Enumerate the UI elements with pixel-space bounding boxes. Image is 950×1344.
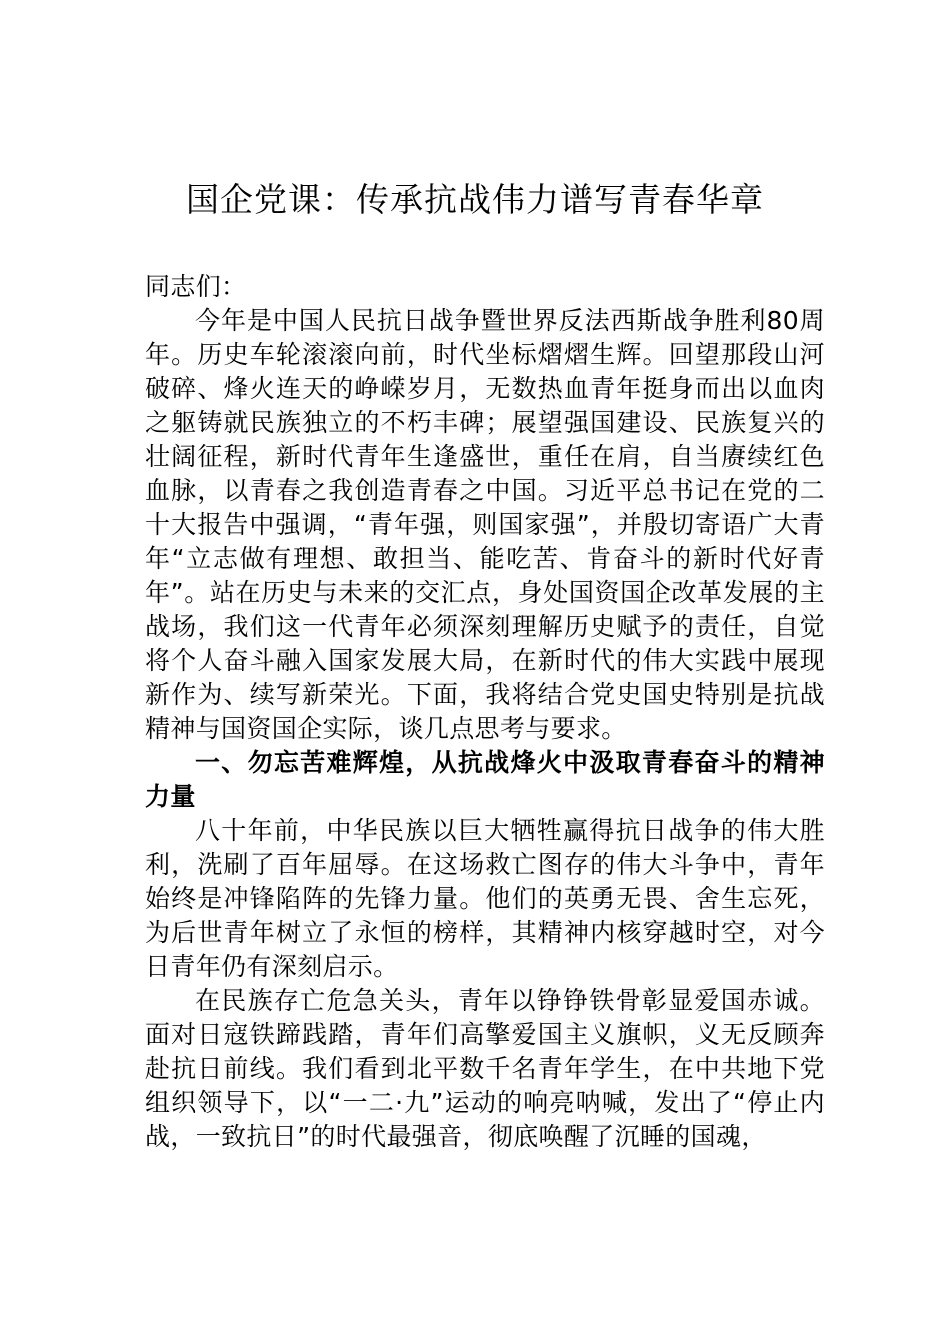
paragraph-section-1-a: 八十年前，中华民族以巨大牺牲赢得抗日战争的伟大胜利，洗刷了百年屈辱。在这场救亡图存的伟大斗争中，青年始终是冲锋陷阵的先锋力量。他们的英勇无畏、舍生忘死，为后世青年树立了永恒的榜样，其精神内核穿越时空，对今日青年仍有深刻启示。 [145,816,825,981]
section-heading-1: 一、勿忘苦难辉煌，从抗战烽火中汲取青春奋斗的精神力量 [145,748,825,811]
paragraph-intro: 今年是中国人民抗日战争暨世界反法西斯战争胜利80周年。历史车轮滚滚向前，时代坐标熠熠生辉。回望那段山河破碎、烽火连天的峥嵘岁月，无数热血青年挺身而出以血肉之躯铸就民族独立的不朽丰碑；展望强国建设、民族复兴的壮阔征程，新时代青年生逢盛世，重任在肩，自当赓续红色血脉，以青春之我创造青春之中国。习近平总书记在党的二十大报告中强调，“青年强，则国家强”，并殷切寄语广大青年“立志做有理想、敢担当、能吃苦、肯奋斗的新时代好青年”。站在历史与未来的交汇点，身处国资国企改革发展的主战场，我们这一代青年必须深刻理解历史赋予的责任，自觉将个人奋斗融入国家发展大局，在新时代的伟大实践中展现新作为、续写新荣光。下面，我将结合党史国史特别是抗战精神与国资国企实际，谈几点思考与要求。 [145,306,825,743]
paragraph-section-1-b: 在民族存亡危急关头，青年以铮铮铁骨彰显爱国赤诚。面对日寇铁蹄践踏，青年们高擎爱国主义旗帜，义无反顾奔赴抗日前线。我们看到北平数千名青年学生，在中共地下党组织领导下，以“一二·九”运动的响亮呐喊，发出了“停止内战，一致抗日”的时代最强音，彻底唤醒了沉睡的国魂， [145,986,825,1151]
salutation: 同志们： [145,272,247,301]
document-body [145,270,825,1154]
document-title: 国企党课：传承抗战伟力谱写青春华章 [186,180,764,219]
